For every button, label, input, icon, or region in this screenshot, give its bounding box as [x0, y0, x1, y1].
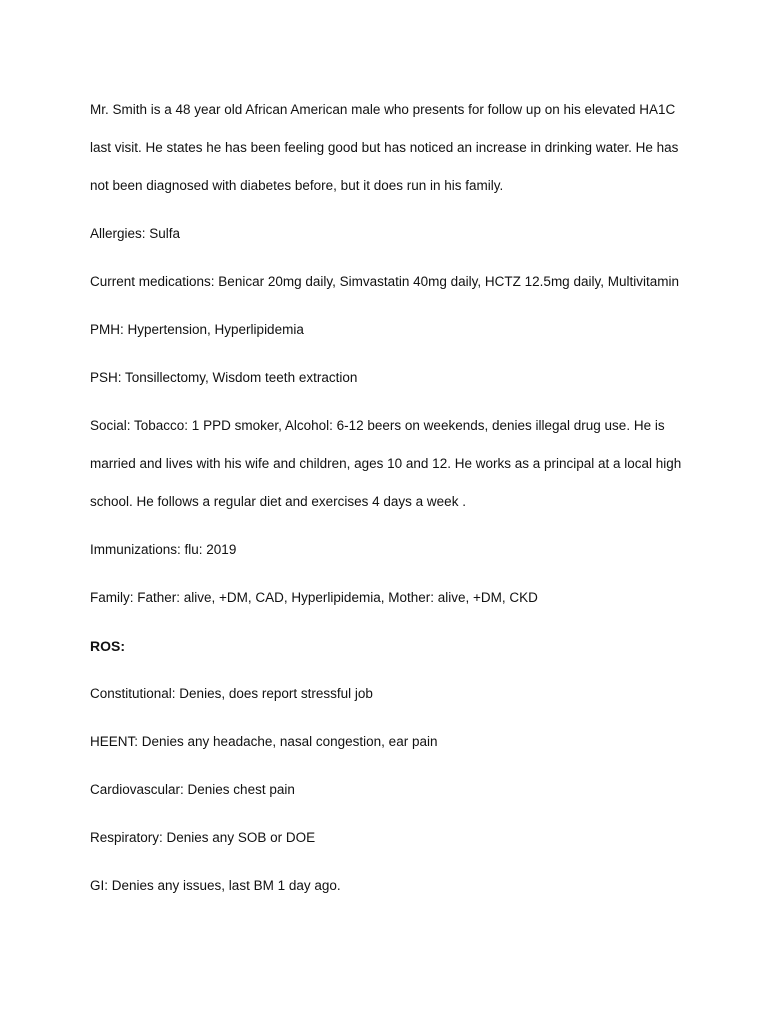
intro-paragraph: Mr. Smith is a 48 year old African American male who presents for follow up on his elevated HA1C last visit. He states he has been feeling good but has noticed an increase in drinking water. He has not been diagnosed with diabetes before, but it does run in his family. [90, 102, 679, 193]
ros-constitutional-line: Constitutional: Denies, does report stressful job [90, 686, 373, 701]
ros-gi-line: GI: Denies any issues, last BM 1 day ago. [90, 878, 341, 893]
ros-heading: ROS: [90, 638, 125, 654]
family-history-line: Family: Father: alive, +DM, CAD, Hyperlipidemia, Mother: alive, +DM, CKD [90, 590, 538, 605]
immunizations-line: Immunizations: flu: 2019 [90, 542, 237, 557]
ros-cardiovascular-line: Cardiovascular: Denies chest pain [90, 782, 295, 797]
ros-respiratory-line: Respiratory: Denies any SOB or DOE [90, 830, 316, 845]
social-paragraph: Social: Tobacco: 1 PPD smoker, Alcohol: 6-12 beers on weekends, denies illegal drug use. He is married and lives with his wife and children, ages 10 and 12. He works as a principal at a local high school. He follows a regular diet and exercises 4 days a week . [90, 418, 682, 509]
pmh-line: PMH: Hypertension, Hyperlipidemia [90, 322, 304, 337]
document-body [90, 91, 690, 905]
psh-line: PSH: Tonsillectomy, Wisdom teeth extraction [90, 370, 358, 385]
ros-heent-line: HEENT: Denies any headache, nasal congestion, ear pain [90, 734, 438, 749]
medications-paragraph: Current medications: Benicar 20mg daily, Simvastatin 40mg daily, HCTZ 12.5mg daily, Multivitamin [90, 274, 679, 289]
allergies-line: Allergies: Sulfa [90, 226, 181, 241]
